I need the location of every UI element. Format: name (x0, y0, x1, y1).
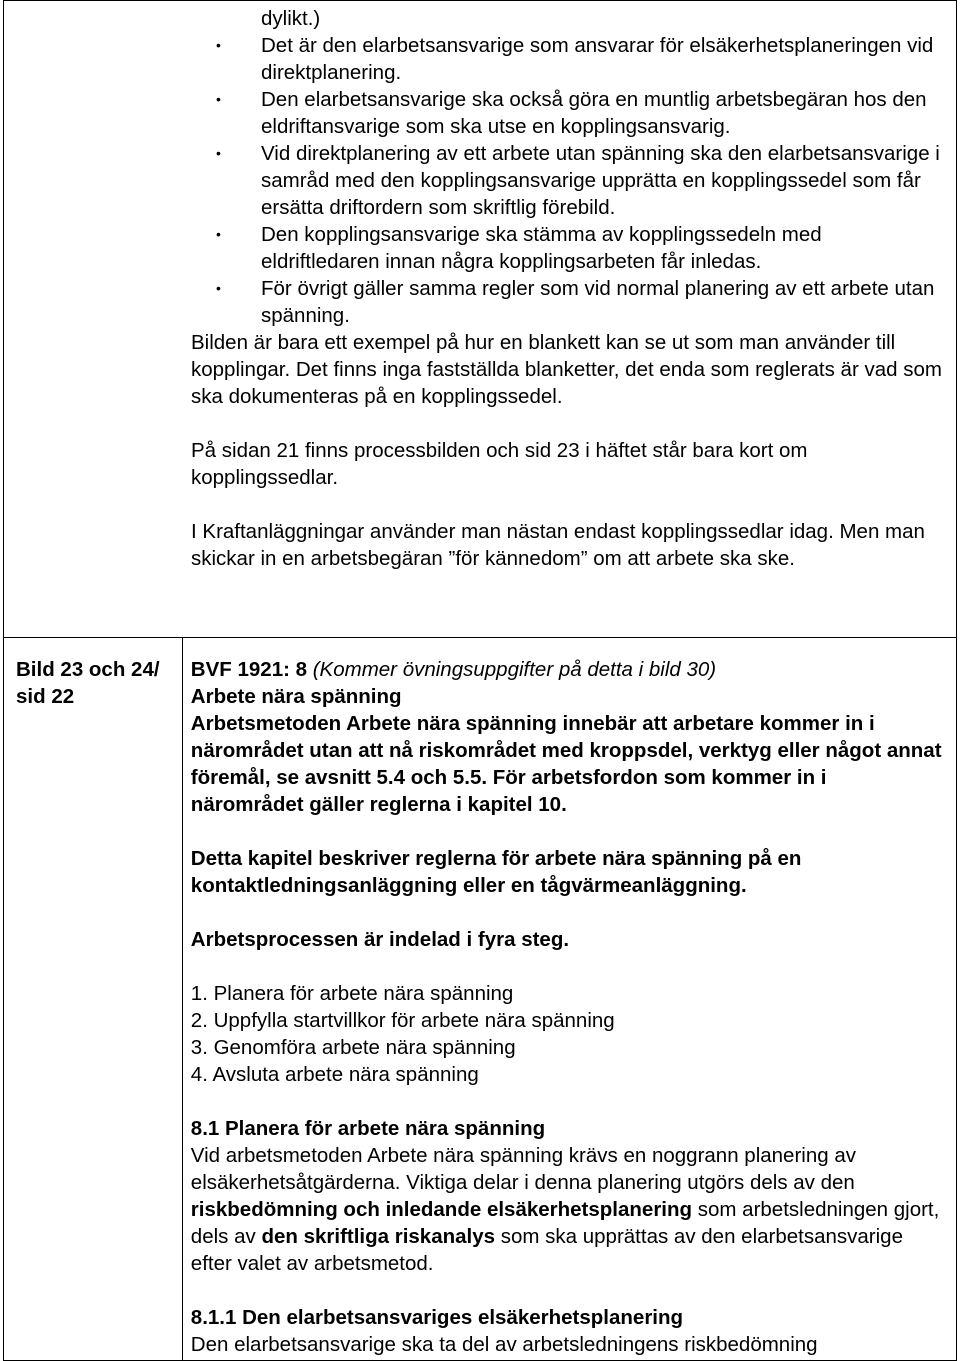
process-intro: Arbetsprocessen är indelad i fyra steg. (190, 928, 570, 951)
bullet-item: • Den kopplingsansvarige ska stämma av kopplingssedeln med eldriftledaren innan några kopplingsarbeten får inledas. (216, 223, 822, 273)
paragraph-kraftanlaggningar: I Kraftanläggningar använder man nästan endast kopplingssedlar idag. Men man skickar in en arbetsbegäran ”för kännedom” om att arbete ska ske. (191, 520, 925, 570)
definition-text: Arbetsmetoden Arbete nära spänning innebär att arbetare kommer in i närområdet utan att nå riskområdet med kroppsdel, verktyg eller något annat föremål, se avsnitt 5.4 och 5.5. För arbetsfordon som kommer in i närområdet gäller reglerna i kapitel 10. (190, 712, 942, 816)
step-item: 4. Avsluta arbete nära spänning (190, 1063, 479, 1086)
bullet-icon: • (216, 226, 221, 242)
bullet-item: • Vid direktplanering av ett arbete utan spänning ska den elarbetsansvarige i samråd med den kopplingsansvarige upprätta en kopplingssedel som får ersätta driftordern som skriftlig förebild. (216, 142, 940, 219)
bullet-item: • Det är den elarbetsansvarige som ansvarar för elsäkerhetsplaneringen vid direktplanering. (216, 34, 934, 84)
bullet-icon: • (216, 37, 221, 53)
section-heading: Arbete nära spänning (190, 685, 402, 708)
bullet-icon: • (216, 280, 221, 296)
paragraph-blankett: Bilden är bara ett exempel på hur en blankett kan se ut som man använder till kopplingar. Det finns inga fastställda blanketter, det enda som reglerats är vad som ska dokumenteras på en kopplingssedel. (191, 331, 942, 408)
step-item: 2. Uppfylla startvillkor för arbete nära spänning (190, 1009, 615, 1032)
slide-reference-label: Bild 23 och 24/ sid 22 (16, 658, 160, 708)
document-table (3, 0, 957, 1361)
section-8-1-text: Vid arbetsmetoden Arbete nära spänning krävs en noggrann planering av elsäkerhetsåtgärderna. Viktiga delar i denna planering utgörs dels av den riskbedömning och inledande elsäkerhetsplanering som arbetsledningen gjort, dels av den skriftliga riskanalys som ska upprättas av den elarbetsansvarige efter valet av arbetsmetod. (190, 1144, 940, 1275)
table-row-top (4, 1, 957, 638)
table-row-bottom (4, 638, 957, 1361)
right-content-cell (182, 638, 956, 1361)
bvf-reference: BVF 1921: 8 (Kommer övningsuppgifter på detta i bild 30) (190, 658, 717, 681)
bullet-item: • För övrigt gäller samma regler som vid normal planering av ett arbete utan spänning. (216, 277, 935, 327)
top-cell (4, 1, 957, 638)
top-content (4, 5, 956, 572)
paragraph-processbild: På sidan 21 finns processbilden och sid 23 i häftet står bara kort om kopplingssedlar. (191, 439, 808, 489)
section-8-1-1-title: 8.1.1 Den elarbetsansvariges elsäkerhetsplanering (190, 1306, 684, 1329)
bullet-item: • Den elarbetsansvarige ska också göra en muntlig arbetsbegäran hos den eldriftansvarige som ska utse en kopplingsansvarig. (216, 88, 927, 138)
bullet-icon: • (216, 91, 221, 107)
section-8-1-1-text: Den elarbetsansvarige ska ta del av arbetsledningens riskbedömning (190, 1333, 818, 1356)
chapter-description: Detta kapitel beskriver reglerna för arbete nära spänning på en kontaktledningsanläggning eller en tågvärmeanläggning. (190, 847, 802, 897)
step-item: 1. Planera för arbete nära spänning (190, 982, 514, 1005)
step-item: 3. Genomföra arbete nära spänning (190, 1036, 516, 1059)
bottom-content (183, 638, 956, 1358)
bullet-list (191, 32, 942, 329)
continuation-text: dylikt.) (261, 7, 321, 30)
left-label-cell (4, 638, 183, 1361)
section-8-1-title: 8.1 Planera för arbete nära spänning (190, 1117, 546, 1140)
bullet-icon: • (216, 145, 221, 161)
